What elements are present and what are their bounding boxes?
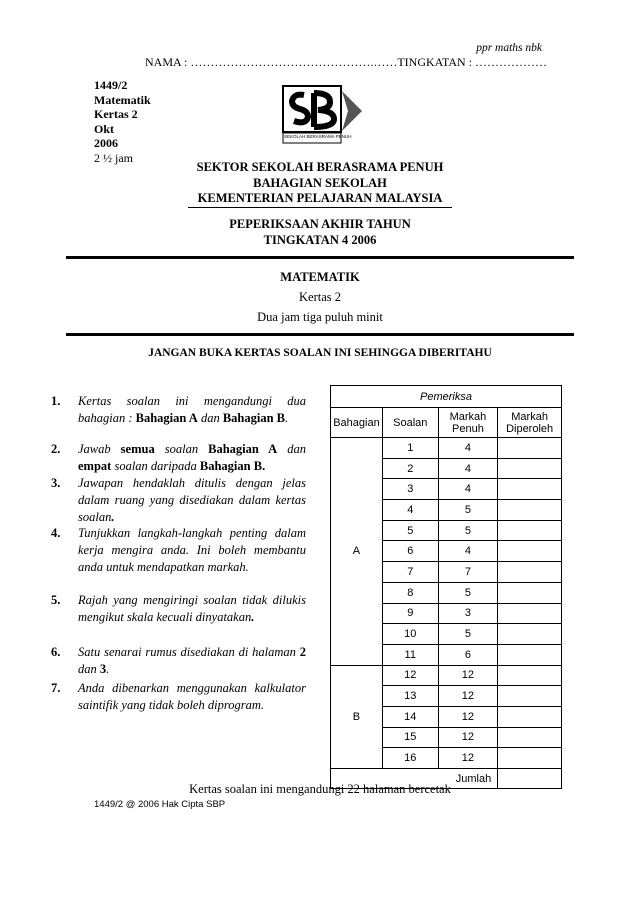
warning-text: JANGAN BUKA KERTAS SOALAN INI SEHINGGA DIBERITAHU bbox=[148, 347, 492, 359]
markah-penuh-cell: 4 bbox=[438, 541, 498, 562]
divider-bottom bbox=[66, 333, 574, 336]
soalan-cell: 13 bbox=[382, 686, 438, 707]
instruction-number: 1. bbox=[51, 394, 61, 408]
subject-duration: Dua jam tiga puluh minit bbox=[257, 310, 383, 324]
marks-table bbox=[330, 385, 562, 789]
soalan-cell: 10 bbox=[382, 624, 438, 645]
markah-diperoleh-cell[interactable] bbox=[498, 438, 562, 459]
instruction-number: 3. bbox=[51, 476, 61, 490]
instruction-number: 5. bbox=[51, 593, 61, 607]
soalan-cell: 11 bbox=[382, 644, 438, 665]
markah-diperoleh-cell[interactable] bbox=[498, 500, 562, 521]
soalan-cell: 3 bbox=[382, 479, 438, 500]
instruction-number: 2. bbox=[51, 442, 61, 456]
paper-duration: 2 ½ jam bbox=[94, 150, 133, 165]
markah-penuh-cell: 5 bbox=[438, 520, 498, 541]
markah-penuh-cell: 4 bbox=[438, 479, 498, 500]
col-bahagian: Bahagian bbox=[331, 408, 383, 438]
divider-top bbox=[66, 256, 574, 259]
paper-info bbox=[94, 78, 151, 165]
org-line2: BAHAGIAN SEKOLAH bbox=[253, 175, 387, 190]
markah-diperoleh-cell[interactable] bbox=[498, 458, 562, 479]
org-block bbox=[180, 160, 460, 207]
copyright: 1449/2 @ 2006 Hak Cipta SBP bbox=[94, 799, 226, 810]
org-line3: KEMENTERIAN PELAJARAN MALAYSIA bbox=[197, 191, 443, 205]
instruction-number: 4. bbox=[51, 526, 61, 540]
markah-diperoleh-cell[interactable] bbox=[498, 603, 562, 624]
section-a-cell: A bbox=[331, 438, 383, 666]
soalan-cell: 1 bbox=[382, 438, 438, 459]
instruction-text: Jawapan hendaklah ditulis dengan jelas dalam ruang yang disediakan dalam kertas soalan. bbox=[78, 476, 306, 524]
soalan-cell: 16 bbox=[382, 748, 438, 769]
instruction-4 bbox=[51, 525, 306, 576]
markah-diperoleh-cell[interactable] bbox=[498, 624, 562, 645]
markah-penuh-cell: 12 bbox=[438, 665, 498, 686]
markah-penuh-cell: 5 bbox=[438, 582, 498, 603]
col-markah-diperoleh: Markah Diperoleh bbox=[498, 408, 562, 438]
markah-penuh-cell: 12 bbox=[438, 706, 498, 727]
markah-penuh-cell: 5 bbox=[438, 624, 498, 645]
paper-year: 2006 bbox=[94, 136, 118, 150]
page-count: Kertas soalan ini mengandungi 22 halaman bercetak bbox=[189, 782, 451, 796]
markah-penuh-cell: 7 bbox=[438, 562, 498, 583]
soalan-cell: 2 bbox=[382, 458, 438, 479]
paper-subject: Matematik bbox=[94, 92, 151, 107]
markah-penuh-cell: 12 bbox=[438, 686, 498, 707]
soalan-cell: 15 bbox=[382, 727, 438, 748]
markah-penuh-cell: 6 bbox=[438, 644, 498, 665]
soalan-cell: 5 bbox=[382, 520, 438, 541]
col-soalan: Soalan bbox=[382, 408, 438, 438]
markah-diperoleh-cell[interactable] bbox=[498, 727, 562, 748]
markah-penuh-cell: 5 bbox=[438, 500, 498, 521]
subject-name: MATEMATIK bbox=[280, 270, 360, 284]
ppr-label: ppr maths nbk bbox=[476, 42, 542, 54]
org-underline bbox=[188, 207, 452, 208]
soalan-cell: 12 bbox=[382, 665, 438, 686]
markah-diperoleh-cell[interactable] bbox=[498, 582, 562, 603]
markah-penuh-cell: 12 bbox=[438, 748, 498, 769]
markah-diperoleh-cell[interactable] bbox=[498, 541, 562, 562]
paper-month: Okt bbox=[94, 121, 115, 136]
instruction-1 bbox=[51, 393, 306, 427]
markah-diperoleh-cell[interactable] bbox=[498, 562, 562, 583]
exam-title: PEPERIKSAAN AKHIR TAHUN bbox=[229, 217, 411, 231]
paper-code: 1449/2 bbox=[94, 78, 128, 92]
sbp-logo bbox=[282, 85, 364, 147]
instruction-number: 6. bbox=[51, 645, 61, 659]
soalan-cell: 14 bbox=[382, 706, 438, 727]
section-b-cell: B bbox=[331, 665, 383, 768]
markah-penuh-cell: 4 bbox=[438, 438, 498, 459]
pemeriksa-header: Pemeriksa bbox=[331, 386, 562, 408]
instruction-text: Anda dibenarkan menggunakan kalkulator saintifik yang tidak boleh diprogram. bbox=[78, 681, 306, 712]
markah-penuh-cell: 12 bbox=[438, 727, 498, 748]
markah-diperoleh-cell[interactable] bbox=[498, 706, 562, 727]
markah-diperoleh-cell[interactable] bbox=[498, 665, 562, 686]
instruction-text: Kertas soalan ini mengandungi dua bahagian : Bahagian A dan Bahagian B. bbox=[78, 394, 306, 425]
subject-block bbox=[180, 267, 460, 327]
subject-paper: Kertas 2 bbox=[299, 290, 341, 304]
instruction-3 bbox=[51, 475, 306, 526]
col-markah-penuh: Markah Penuh bbox=[438, 408, 498, 438]
soalan-cell: 8 bbox=[382, 582, 438, 603]
jumlah-label: Jumlah bbox=[331, 769, 498, 789]
exam-level: TINGKATAN 4 2006 bbox=[263, 232, 377, 247]
instruction-6 bbox=[51, 644, 306, 678]
soalan-cell: 4 bbox=[382, 500, 438, 521]
logo-text: SEKOLAH BERASRAMA PENUH bbox=[284, 134, 352, 139]
table-row bbox=[331, 438, 562, 459]
markah-diperoleh-cell[interactable] bbox=[498, 686, 562, 707]
markah-diperoleh-cell[interactable] bbox=[498, 479, 562, 500]
instruction-number: 7. bbox=[51, 681, 61, 695]
instruction-text: Tunjukkan langkah-langkah penting dalam kerja mengira anda. Ini boleh membantu anda untuk mendapatkan markah. bbox=[78, 526, 306, 574]
org-line1: SEKTOR SEKOLAH BERASRAMA PENUH bbox=[196, 160, 444, 174]
paper-number: Kertas 2 bbox=[94, 107, 138, 121]
soalan-cell: 7 bbox=[382, 562, 438, 583]
markah-diperoleh-cell[interactable] bbox=[498, 644, 562, 665]
table-row bbox=[331, 665, 562, 686]
instruction-2 bbox=[51, 441, 306, 475]
instruction-text: Satu senarai rumus disediakan di halaman 2 dan 3. bbox=[78, 645, 306, 676]
markah-diperoleh-cell[interactable] bbox=[498, 748, 562, 769]
instruction-text: Rajah yang mengiringi soalan tidak dilukis mengikut skala kecuali dinyatakan. bbox=[78, 593, 306, 624]
markah-penuh-cell: 4 bbox=[438, 458, 498, 479]
markah-diperoleh-cell[interactable] bbox=[498, 520, 562, 541]
soalan-cell: 9 bbox=[382, 603, 438, 624]
nama-line: NAMA : ……………………………………….……TINGKATAN : ……………… bbox=[145, 55, 548, 69]
instruction-7 bbox=[51, 680, 306, 714]
markah-penuh-cell: 3 bbox=[438, 603, 498, 624]
instruction-text: Jawab semua soalan Bahagian A dan empat soalan daripada Bahagian B. bbox=[78, 442, 306, 473]
soalan-cell: 6 bbox=[382, 541, 438, 562]
exam-block bbox=[180, 217, 460, 248]
instruction-5 bbox=[51, 592, 306, 626]
